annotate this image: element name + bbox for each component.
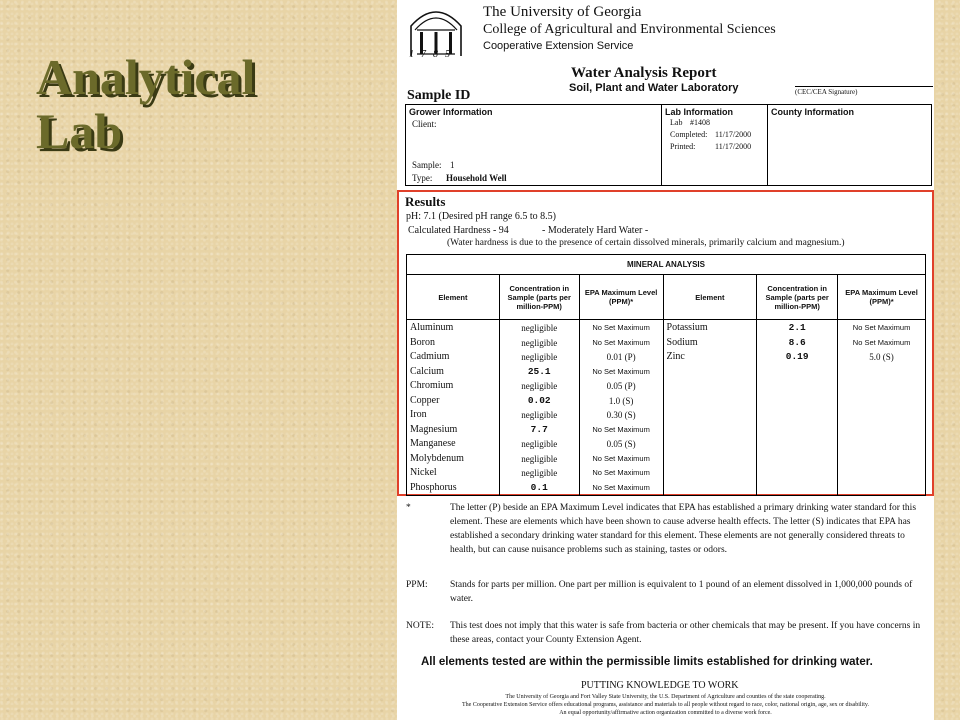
right-element-0: Potassium — [666, 322, 708, 333]
footer-line3: An equal opportunity/affirmative action organization committed to a diverse work force. — [559, 710, 772, 716]
hardness-note: (Water hardness is due to the presence of certain dissolved minerals, primarily calcium and magnesium.) — [447, 238, 845, 248]
col-concentration-2: Concentration in Sample (parts per million-PPM) — [757, 275, 838, 320]
left-element-2: Cadmium — [410, 351, 450, 362]
note-text: This test does not imply that this water is safe from bacteria or other chemicals that may be present. If you have concerns in these areas, contact your County Extension Agent. — [450, 621, 921, 645]
left-conc-9: negligible — [521, 453, 558, 464]
lab-number: #1408 — [690, 118, 710, 127]
left-element-0: Aluminum — [410, 322, 454, 333]
footer-line1: The University of Georgia and Fort Valley State University, the U.S. Department of Agriculture and counties of the state cooperating. — [505, 694, 826, 700]
left-conc-10: negligible — [521, 468, 558, 478]
hardness-label: Calculated Hardness - 94 — [408, 225, 509, 236]
star-label: * — [406, 503, 411, 513]
right-epa-0: No Set Maximum — [852, 323, 911, 332]
type-label: Type: — [412, 173, 433, 183]
left-epa-9: No Set Maximum — [592, 453, 650, 463]
signature-line — [795, 86, 933, 87]
left-concentration-column — [499, 320, 579, 496]
slide-title-line1: Analytical — [36, 49, 256, 105]
lab-label: Lab — [670, 118, 683, 127]
left-epa-3: No Set Maximum — [592, 366, 650, 376]
left-element-column — [407, 320, 500, 496]
left-epa-2: 0.01 (P) — [606, 352, 636, 362]
service-name: Cooperative Extension Service — [483, 40, 634, 52]
right-element-1: Sodium — [666, 336, 698, 348]
lab-info — [662, 105, 768, 185]
left-element-6: Iron — [410, 409, 427, 420]
completed-label: Completed: — [670, 130, 708, 139]
col-concentration: Concentration in Sample (parts per million-PPM) — [499, 275, 579, 320]
printed-label: Printed: — [670, 142, 696, 151]
ppm-label: PPM: — [406, 580, 428, 590]
left-epa-5: 1.0 (S) — [608, 395, 634, 406]
left-element-5: Copper — [410, 394, 440, 406]
left-element-10: Nickel — [410, 467, 437, 478]
left-element-9: Molybdenum — [410, 452, 464, 464]
col-epa-max-2: EPA Maximum Level (PPM)* — [838, 275, 926, 320]
seal-year: 1785 — [409, 49, 457, 60]
left-element-4: Chromium — [410, 380, 454, 391]
left-element-8: Manganese — [410, 438, 456, 449]
note-label: NOTE: — [406, 621, 434, 631]
printed-date: 11/17/2000 — [715, 142, 752, 151]
lab-heading: Lab Information — [665, 107, 733, 117]
col-element: Element — [407, 275, 500, 320]
footer-line2: The Cooperative Extension Service offers educational programs, assistance and materials to all people without regard to race, color, national origin, age, sex or disability. — [462, 702, 869, 708]
info-box — [405, 104, 932, 186]
college-name: College of Agricultural and Environmental Sciences — [483, 22, 776, 37]
left-element-7: Magnesium — [410, 423, 458, 435]
grower-info — [406, 105, 662, 185]
client-label: Client: — [412, 119, 437, 129]
right-epa-2: 5.0 (S) — [869, 352, 894, 362]
university-name: The University of Georgia — [483, 4, 642, 20]
water-analysis-document — [397, 0, 934, 720]
county-info — [768, 105, 932, 185]
left-conc-2: negligible — [521, 352, 558, 362]
left-epa-7: No Set Maximum — [592, 424, 650, 434]
left-epa-10: No Set Maximum — [592, 468, 650, 477]
left-conc-8: negligible — [521, 439, 558, 449]
ph-line: pH: 7.1 (Desired pH range 6.5 to 8.5) — [406, 211, 556, 222]
right-epa-1: No Set Maximum — [852, 337, 911, 347]
right-conc-2: 0.19 — [785, 351, 809, 362]
right-concentration-column — [757, 320, 838, 496]
slide-title — [36, 50, 255, 158]
right-epa-column — [838, 320, 926, 496]
left-epa-column — [579, 320, 663, 496]
left-element-11: Phosphorus — [410, 481, 457, 493]
left-element-1: Boron — [410, 336, 435, 348]
final-statement: All elements tested are within the permissible limits established for drinking water. — [421, 656, 873, 668]
right-element-2: Zinc — [666, 351, 685, 362]
left-epa-0: No Set Maximum — [592, 323, 650, 332]
left-epa-1: No Set Maximum — [592, 337, 650, 347]
mineral-analysis-table — [406, 254, 926, 496]
left-epa-11: No Set Maximum — [592, 482, 650, 492]
left-conc-1: negligible — [521, 337, 558, 348]
star-note: The letter (P) beside an EPA Maximum Level indicates that EPA has established a primary drinking water standard for this element. These are elements which have been shown to cause adverse health effects. The letter (S) indicates that EPA has established a secondary drinking water standard for this element. These elements are not generally considered threats to health, but can cause nuisance problems such as staining, tastes or odors. — [450, 503, 917, 555]
mineral-table-title: MINERAL ANALYSIS — [407, 255, 926, 275]
county-heading: County Information — [771, 107, 854, 117]
right-conc-0: 2.1 — [788, 322, 806, 333]
left-conc-0: negligible — [521, 323, 558, 333]
left-element-3: Calcium — [410, 365, 444, 377]
type-value: Household Well — [446, 173, 507, 183]
report-subtitle: Soil, Plant and Water Laboratory — [569, 82, 739, 94]
col-epa-max: EPA Maximum Level (PPM)* — [579, 275, 663, 320]
report-title: Water Analysis Report — [571, 65, 717, 81]
left-conc-7: 7.7 — [530, 423, 548, 435]
sample-value: 1 — [450, 160, 455, 170]
left-conc-3: 25.1 — [527, 365, 551, 377]
results-heading: Results — [405, 194, 446, 209]
hardness-class: - Moderately Hard Water - — [542, 225, 649, 236]
right-conc-1: 8.6 — [788, 336, 806, 348]
ppm-note: Stands for parts per million. One part per million is equivalent to 1 pound of an element dissolved in 1,000,000 pounds of water. — [450, 580, 913, 604]
left-epa-4: 0.05 (P) — [606, 381, 636, 391]
left-conc-11: 0.1 — [530, 481, 548, 493]
left-epa-6: 0.30 (S) — [606, 410, 636, 420]
completed-date: 11/17/2000 — [715, 130, 752, 139]
col-element-2: Element — [663, 275, 757, 320]
grower-heading: Grower Information — [409, 107, 493, 117]
left-epa-8: 0.05 (S) — [606, 439, 636, 449]
sample-label: Sample: — [412, 160, 442, 170]
left-conc-5: 0.02 — [527, 394, 551, 406]
left-conc-4: negligible — [521, 381, 558, 391]
signature-label: (CEC/CEA Signature) — [795, 88, 858, 96]
right-element-column — [663, 320, 757, 496]
footer-slogan: PUTTING KNOWLEDGE TO WORK — [581, 680, 739, 691]
sample-id-label: Sample ID — [407, 88, 471, 103]
slide-title-line2: Lab — [36, 103, 123, 159]
left-conc-6: negligible — [521, 410, 558, 420]
